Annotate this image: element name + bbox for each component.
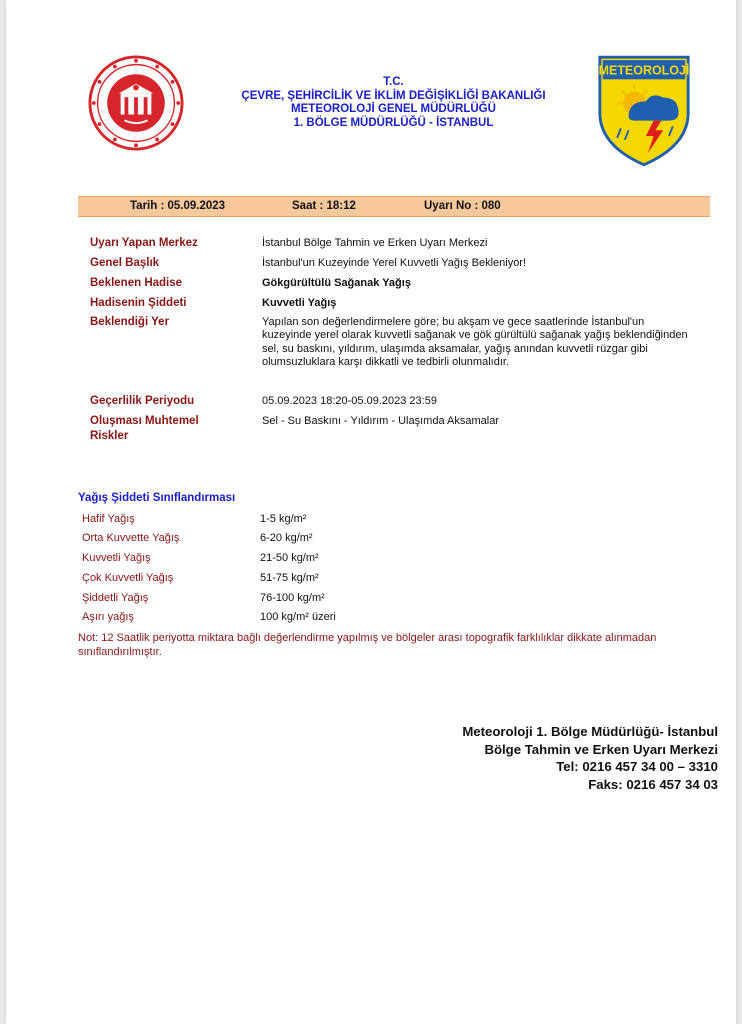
footer-contact <box>462 723 718 793</box>
header-line-tc: T.C. <box>383 76 404 88</box>
classification-range: 51-75 kg/m² <box>260 572 319 584</box>
detail-label-risks: Oluşması Muhtemel Riskler <box>90 415 199 442</box>
detail-label-validity: Geçerlilik Periyodu <box>90 395 195 407</box>
classification-title: Yağış Şiddeti Sınıflandırması <box>78 492 236 504</box>
detail-value-title: İstanbul'un Kuzeyinde Yerel Kuvvetli Yağış Bekleniyor! <box>262 257 527 269</box>
detail-label-location: Beklendiği Yer <box>90 316 170 328</box>
footer-phone: Tel: 0216 457 34 00 – 3310 <box>556 759 718 775</box>
detail-label-title: Genel Başlık <box>90 257 160 269</box>
classification-range: 100 kg/m² üzeri <box>260 611 336 623</box>
classification-name: Aşırı yağış <box>82 611 134 623</box>
classification-note: Not: 12 Saatlik periyotta miktara bağlı değerlendirme yapılmış ve bölgeler arası topografik farklılıklar dikkate alınmadan sınıflandırılmıştır. <box>78 632 657 658</box>
classification-row <box>82 592 482 610</box>
classification-row <box>82 552 482 570</box>
classification-row <box>82 572 482 590</box>
classification-row <box>82 532 482 550</box>
warning-date: Tarih : 05.09.2023 <box>130 200 226 212</box>
logo-text: METEOROLOJİ <box>598 63 690 78</box>
footer-fax: Faks: 0216 457 34 03 <box>588 776 718 792</box>
header-block <box>196 76 591 130</box>
header-line-directorate: METEOROLOJİ GENEL MÜDÜRLÜĞÜ <box>291 103 496 116</box>
classification-name: Çok Kuvvetli Yağış <box>82 572 174 584</box>
detail-value-severity: Kuvvetli Yağış <box>262 297 337 309</box>
classification-name: Kuvvetli Yağış <box>82 552 151 564</box>
classification-range: 21-50 kg/m² <box>260 552 319 564</box>
classification-row <box>82 513 482 531</box>
header-line-region: 1. BÖLGE MÜDÜRLÜĞÜ - İSTANBUL <box>293 116 494 129</box>
detail-value-location: Yapılan son değerlendirmelere göre; bu akşam ve gece saatlerinde İstanbul'un kuzeyinde yerel olarak kuvvetli sağanak ve gök gürültülü sağanak yağış beklendiğinden sel, su baskını, yıldırım, ulaşımda aksamalar, yağış anından kuvvetli rüzgar gibi olumsuzluklara karşı dikkatli ve tedbirli olunmalıdır. <box>262 316 688 369</box>
warning-number: Uyarı No : 080 <box>424 200 501 212</box>
classification-name: Orta Kuvvette Yağış <box>82 532 180 544</box>
ministry-seal-logo <box>88 55 184 151</box>
header-line-ministry: ÇEVRE, ŞEHİRCİLİK VE İKLİM DEĞİŞİKLİĞİ BAKANLIĞI <box>241 89 546 102</box>
detail-value-risks: Sel - Su Baskını - Yıldırım - Ulaşımda Aksamalar <box>262 415 499 427</box>
footer-center: Bölge Tahmin ve Erken Uyarı Merkezi <box>484 741 718 757</box>
detail-label-severity: Hadisenin Şiddeti <box>90 297 187 309</box>
classification-row <box>82 611 482 629</box>
detail-label-event: Beklenen Hadise <box>90 277 183 289</box>
classification-name: Şiddetli Yağış <box>82 592 149 604</box>
meteoroloji-shield-logo <box>596 52 692 170</box>
warning-info-bar <box>78 196 710 217</box>
document-page <box>6 0 736 1024</box>
detail-value-validity: 05.09.2023 18:20-05.09.2023 23:59 <box>262 395 437 407</box>
classification-range: 6-20 kg/m² <box>260 532 313 544</box>
detail-value-event: Gökgürültülü Sağanak Yağış <box>262 277 411 289</box>
classification-range: 1-5 kg/m² <box>260 513 307 525</box>
warning-time: Saat : 18:12 <box>292 200 356 212</box>
classification-name: Hafif Yağış <box>82 513 135 525</box>
detail-label-center: Uyarı Yapan Merkez <box>90 237 198 249</box>
detail-value-center: İstanbul Bölge Tahmin ve Erken Uyarı Merkezi <box>262 237 488 249</box>
footer-office: Meteoroloji 1. Bölge Müdürlüğü- İstanbul <box>462 724 718 739</box>
classification-range: 76-100 kg/m² <box>260 592 325 604</box>
